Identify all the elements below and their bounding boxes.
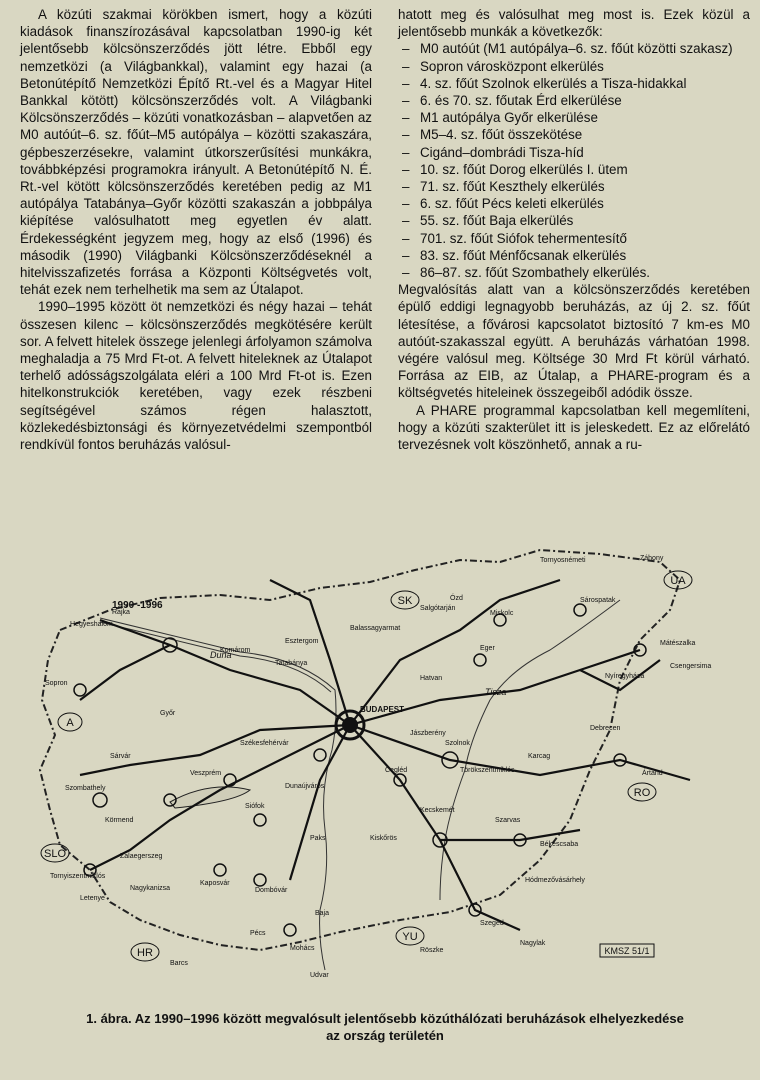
city-label: Ózd — [450, 595, 463, 602]
list-item: – M1 autópálya Győr elkerülése — [398, 109, 750, 126]
city-label: Eger — [480, 645, 495, 652]
map-code: KMSZ 51/1 — [604, 946, 650, 956]
city-label: Röszke — [420, 947, 444, 954]
city-label: Törökszentmiklós — [460, 767, 515, 774]
city-label: Balassagyarmat — [350, 625, 401, 632]
city-label: Mohács — [290, 945, 315, 952]
country-label: SK — [397, 595, 413, 607]
paragraph: Megvalósítás alatt van a kölcsönszerződés keretében épülő eddigi legnagyobb beruházás, az új 2. sz. főút létesítése, a fővárosi kapcsolatot biztosító 7 km-es M0 autóút-szakasszal együtt. A beruházás várhatóan 1998. végére valósul meg. Költsége 30 Mrd Ft körül várható. Forrása az EIB, az Útalap, a PHARE-program és a költségvetés hiteleinek összegeiből adódik össze. — [398, 282, 750, 401]
city-label: Nyíregyháza — [605, 673, 645, 680]
city-label: Ártánd — [642, 770, 663, 777]
city-label: Kecskemét — [420, 807, 455, 814]
map-svg — [20, 540, 750, 1010]
city-label: Esztergom — [285, 638, 319, 645]
country-label: SLO — [43, 848, 67, 860]
budapest-core — [342, 717, 358, 733]
city-label: Szolnok — [445, 740, 470, 747]
list-intro: hatott meg és valósulhat meg most is. Ezek közül a jelentősebb munkák a következők: — [398, 7, 750, 40]
list-item: – 6. sz. főút Pécs keleti elkerülés — [398, 195, 750, 212]
city-label: Csengersima — [670, 663, 712, 670]
city-label: Székesfehérvár — [240, 740, 289, 747]
left-column — [20, 6, 372, 453]
city-label: Karcag — [528, 753, 551, 760]
city-label: Letenye — [80, 895, 105, 902]
lake-balaton — [170, 787, 250, 808]
map-period-label: 1990 -1996 — [112, 600, 163, 611]
city-label: Körmend — [105, 817, 134, 824]
city-label: Nagylak — [520, 940, 546, 947]
city-label: Veszprém — [190, 770, 222, 777]
city-label: Baja — [315, 910, 330, 917]
paragraph: 1990–1995 között öt nemzetközi és négy hazai – tehát összesen kilenc – kölcsönszerződés megkötésére került sor. A felvett hitelek összege jelenlegi árfolyamon számolva meghaladja a 75 Mrd Ft-ot. A felvett hiteleknek az Útalapot terhelő adósságszolgálata eléri a 100 Mrd Ft-ot is. Ezen hitelkonstrukciók keretében, vagy ezek részbeni segítségével számos régen halasztott, közlekedésbiztonsági és környezetvédelmi szempontból rendkívül fontos beruházás valósul- — [20, 299, 372, 453]
list-item: – 71. sz. főút Keszthely elkerülés — [398, 178, 750, 195]
paragraph: A PHARE programmal kapcsolatban kell megemlíteni, hogy a közúti szakterület itt is jeleskedett. Ez az előrelátó tervezésnek volt köszönhető, annak a ru- — [398, 402, 750, 453]
city-label: Zalaegerszeg — [120, 853, 163, 860]
list-item: – Cigánd–dombrádi Tisza-híd — [398, 144, 750, 161]
list-item: – 86–87. sz. főút Szombathely elkerülés. — [398, 264, 750, 281]
city-label: Győr — [160, 710, 176, 717]
city-label: Tornyiszentmiklós — [50, 873, 106, 880]
list-item: – 6. és 70. sz. főutak Érd elkerülése — [398, 92, 750, 109]
city-label: BUDAPEST — [360, 705, 405, 714]
city-label: Debrecen — [590, 725, 621, 732]
city-label: Miskolc — [490, 610, 514, 617]
river-tisza — [440, 600, 620, 900]
city-label: Kiskőrös — [370, 835, 397, 842]
country-label: RO — [633, 787, 651, 799]
right-column — [398, 6, 750, 453]
list-item: – M0 autóút (M1 autópálya–6. sz. főút közötti szakasz) — [398, 40, 750, 57]
city-label: Sopron — [45, 680, 68, 687]
city-label: Szarvas — [495, 817, 521, 824]
city-label: Salgótarján — [420, 605, 456, 612]
city-label: Rajka — [112, 609, 130, 616]
road-network-map — [20, 540, 750, 1010]
city-label: Barcs — [170, 960, 188, 967]
list-item: – 55. sz. főút Baja elkerülés — [398, 212, 750, 229]
country-label: YU — [402, 931, 418, 943]
country-label: HR — [137, 947, 153, 959]
project-list — [398, 40, 750, 281]
list-item: – 4. sz. főút Szolnok elkerülés a Tisza-hidakkal — [398, 75, 750, 92]
list-item: – Sopron városközpont elkerülés — [398, 58, 750, 75]
city-label: Cegléd — [385, 767, 408, 774]
country-label: A — [66, 717, 74, 729]
city-label: Békéscsaba — [540, 841, 579, 848]
city-label: Hatvan — [420, 675, 443, 682]
city-labels — [45, 555, 711, 979]
caption-line: 1. ábra. Az 1990–1996 között megvalósult jelentősebb közúthálózati beruházások elhelyezkedése — [86, 1011, 684, 1026]
city-label: Nagykanizsa — [130, 885, 171, 892]
list-item: – 83. sz. főút Ménfőcsanak elkerülés — [398, 247, 750, 264]
city-label: Paks — [310, 835, 326, 842]
city-label: Komárom — [220, 647, 251, 654]
caption-line: az ország területén — [326, 1028, 444, 1043]
city-label: Jászberény — [410, 730, 446, 737]
city-label: Mátészalka — [660, 640, 696, 647]
river-label: Duna — [210, 650, 232, 660]
city-label: Kaposvár — [200, 880, 230, 887]
city-label: Pécs — [250, 930, 266, 937]
city-label: Szeged — [480, 920, 504, 927]
city-label: Sárvár — [110, 753, 131, 760]
river-label: Tisza — [485, 687, 507, 697]
city-label: Hódmezővásárhely — [525, 877, 585, 884]
list-item: – M5–4. sz. főút összekötése — [398, 126, 750, 143]
city-label: Sárospatak — [580, 597, 616, 604]
list-item: – 701. sz. főút Siófok tehermentesítő — [398, 230, 750, 247]
city-label: Tatabánya — [275, 660, 308, 667]
city-label: Tornyosnémeti — [540, 557, 586, 564]
city-label: Dombóvár — [255, 887, 288, 894]
figure-caption — [20, 1010, 750, 1044]
city-label: Hegyeshalom — [70, 621, 113, 628]
city-label: Szombathely — [65, 785, 106, 792]
city-label: Siófok — [245, 803, 265, 810]
country-label: UA — [670, 575, 686, 587]
list-item: – 10. sz. főút Dorog elkerülés I. ütem — [398, 161, 750, 178]
city-label: Záhony — [640, 555, 664, 562]
city-label: Udvar — [310, 972, 329, 979]
paragraph: A közúti szakmai körökben ismert, hogy a közúti kiadások finanszírozásával kapcsolatban 1990-ig két jelentősebb kölcsönszerződés jött létre. Ebből egy nemzetközi (a Világbankkal), valamint egy hazai (a Betonútépítő Nemzetközi Építő Rt.-vel és a Magyar Hitel Bankkal kötött) kölcsönszerződés volt. A Világbanki Kölcsönszerződés – közúti vonatkozásban – alapvetően az M0 autóút–6. sz. főút–M5 autópálya – közötti szakaszára, gépbeszerzésekre, valamint útkorszerűsítési munkákra, továbbképzési programokra irányult. A Betonútépítő N. É. Rt.-vel kötött kölcsönszerződés keretében pedig az M1 autópálya Tatabánya–Győr közötti szakaszán a jobbpálya kiépítése valósulhatott meg egyetlen év alatt. Érdekességként jegyzem meg, hogy az első (1996) és második (1990) Világbanki Kölcsönszerződéseknél a hitelvisszafizetés forrása a Központi Költségvetés volt, tehát ezek nem terhelhetik ma sem az Útalapot. — [20, 7, 372, 298]
city-label: Dunaújváros — [285, 783, 325, 790]
